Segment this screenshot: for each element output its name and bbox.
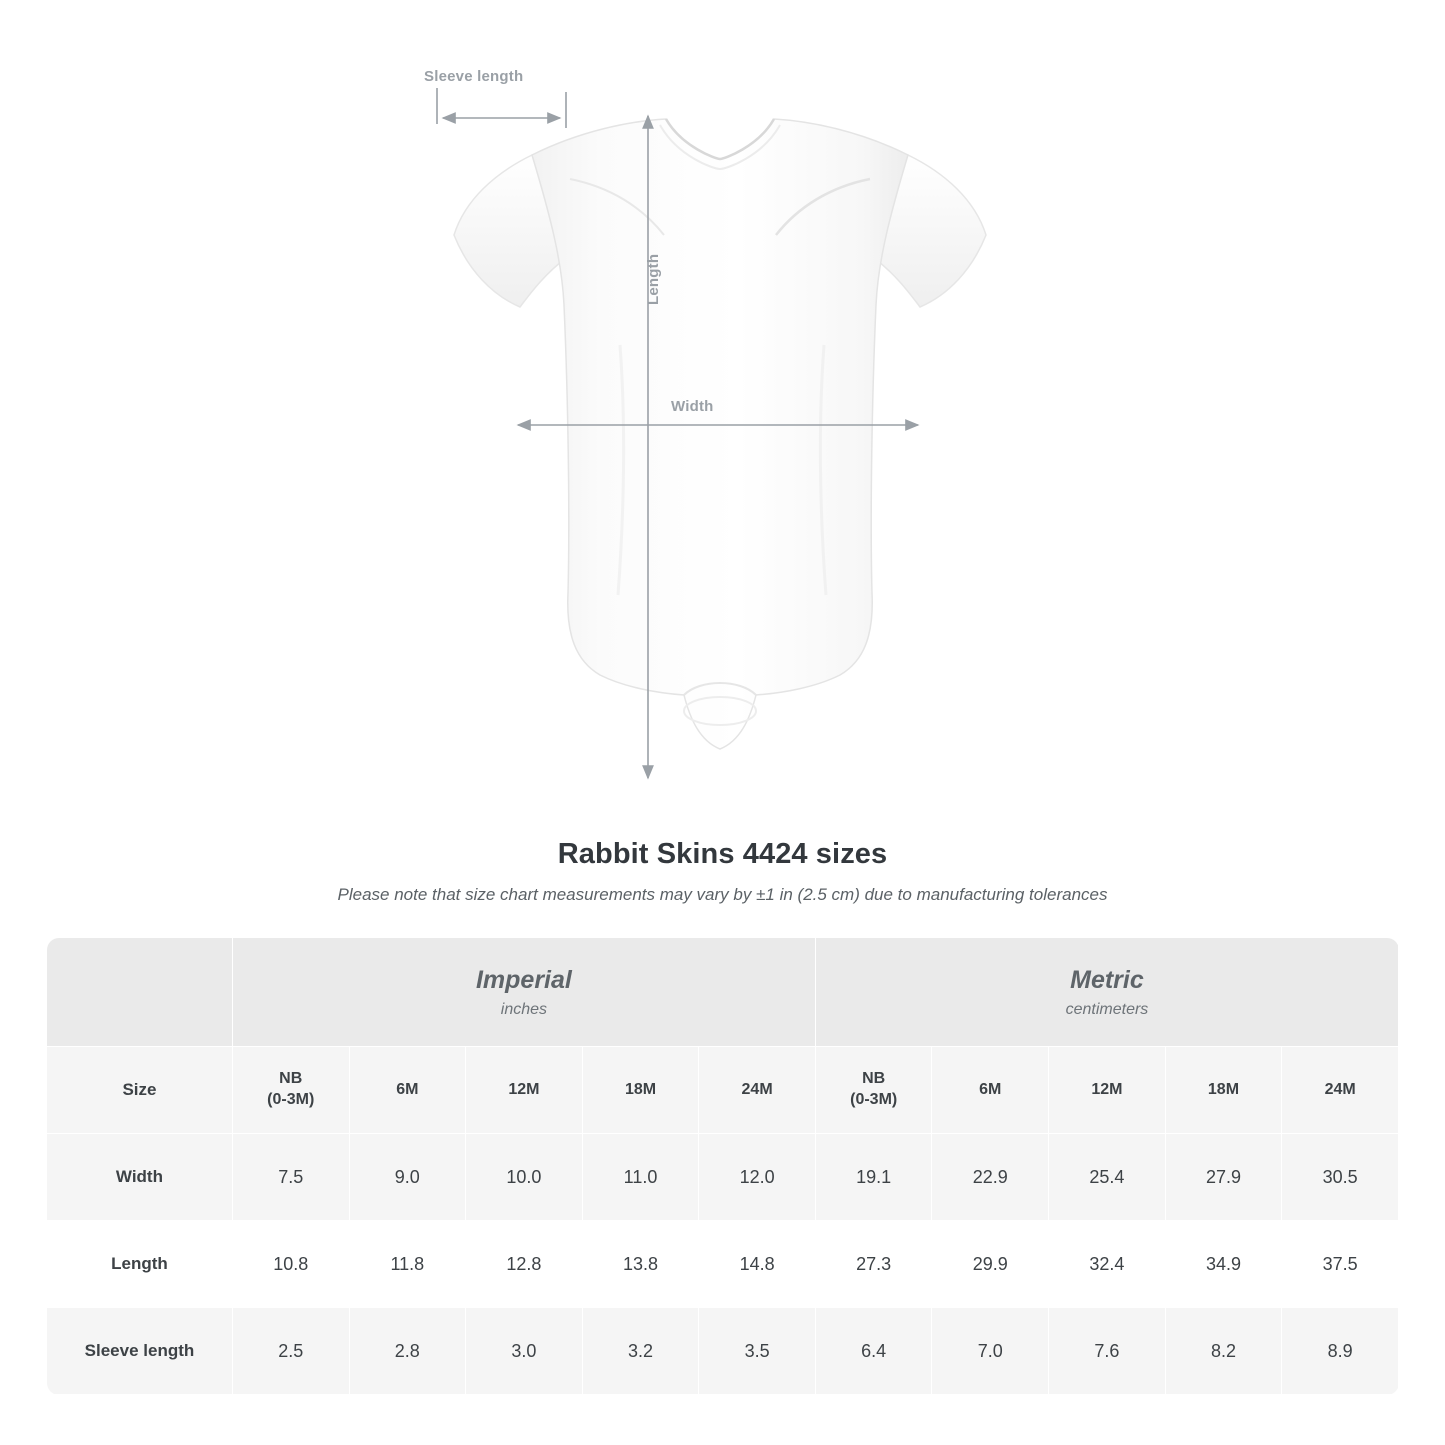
length-annotation: Length — [645, 253, 662, 305]
row-label-sleeve-length: Sleeve length — [47, 1308, 233, 1395]
unit-group-imperial — [232, 938, 815, 1047]
cell-width-metric-12m: 25.4 — [1049, 1134, 1166, 1221]
column-header-imperial-24m: 24M — [699, 1047, 816, 1134]
unit-group-metric — [815, 938, 1398, 1047]
column-header-imperial-12m: 12M — [466, 1047, 583, 1134]
column-header-metric-12m: 12M — [1049, 1047, 1166, 1134]
size-table-wrap — [46, 937, 1399, 1395]
col-line2: (0-3M) — [267, 1091, 315, 1108]
cell-length-imperial-nb: 10.8 — [232, 1221, 349, 1308]
title-block — [0, 838, 1445, 905]
tolerance-note: Please note that size chart measurements may vary by ±1 in (2.5 cm) due to manufacturing tolerances — [337, 885, 1108, 904]
cell-length-metric-6m: 29.9 — [932, 1221, 1049, 1308]
table-row — [47, 1221, 1399, 1308]
cell-width-metric-18m: 27.9 — [1165, 1134, 1282, 1221]
col-line1: NB — [862, 1070, 886, 1088]
cell-width-metric-6m: 22.9 — [932, 1134, 1049, 1221]
cell-sleeve-metric-nb: 6.4 — [815, 1308, 932, 1395]
size-table — [46, 937, 1399, 1395]
cell-length-metric-nb: 27.3 — [815, 1221, 932, 1308]
cell-sleeve-metric-18m: 8.2 — [1165, 1308, 1282, 1395]
column-header-row — [47, 1047, 1399, 1134]
cell-length-imperial-24m: 14.8 — [699, 1221, 816, 1308]
cell-width-imperial-24m: 12.0 — [699, 1134, 816, 1221]
unit-sub-imperial: inches — [500, 1001, 548, 1018]
column-header-metric-nb — [815, 1047, 932, 1134]
column-header-metric-24m: 24M — [1282, 1047, 1399, 1134]
row-label-width: Width — [47, 1134, 233, 1221]
cell-width-metric-24m: 30.5 — [1282, 1134, 1399, 1221]
cell-width-metric-nb: 19.1 — [815, 1134, 932, 1221]
cell-width-imperial-6m: 9.0 — [349, 1134, 466, 1221]
column-header-imperial-nb — [232, 1047, 349, 1134]
col-line2: (0-3M) — [850, 1091, 898, 1108]
cell-length-imperial-6m: 11.8 — [349, 1221, 466, 1308]
cell-sleeve-imperial-12m: 3.0 — [466, 1308, 583, 1395]
bodysuit-image — [420, 95, 1020, 785]
cell-length-metric-12m: 32.4 — [1049, 1221, 1166, 1308]
unit-header-spacer — [47, 938, 233, 1047]
cell-length-imperial-12m: 12.8 — [466, 1221, 583, 1308]
cell-width-imperial-12m: 10.0 — [466, 1134, 583, 1221]
cell-width-imperial-18m: 11.0 — [582, 1134, 699, 1221]
column-header-metric-6m: 6M — [932, 1047, 1049, 1134]
cell-sleeve-metric-12m: 7.6 — [1049, 1308, 1166, 1395]
column-header-size: Size — [47, 1047, 233, 1134]
cell-sleeve-metric-6m: 7.0 — [932, 1308, 1049, 1395]
cell-sleeve-metric-24m: 8.9 — [1282, 1308, 1399, 1395]
cell-length-metric-18m: 34.9 — [1165, 1221, 1282, 1308]
cell-sleeve-imperial-6m: 2.8 — [349, 1308, 466, 1395]
col-line1: NB — [279, 1070, 303, 1088]
row-label-length: Length — [47, 1221, 233, 1308]
cell-length-metric-24m: 37.5 — [1282, 1221, 1399, 1308]
table-row — [47, 1134, 1399, 1221]
cell-length-imperial-18m: 13.8 — [582, 1221, 699, 1308]
sleeve-length-annotation: Sleeve length — [424, 68, 524, 85]
cell-sleeve-imperial-18m: 3.2 — [582, 1308, 699, 1395]
cell-sleeve-imperial-nb: 2.5 — [232, 1308, 349, 1395]
column-header-imperial-6m: 6M — [349, 1047, 466, 1134]
column-header-metric-18m: 18M — [1165, 1047, 1282, 1134]
page-title: Rabbit Skins 4424 sizes — [557, 838, 888, 870]
width-annotation: Width — [671, 398, 714, 415]
column-header-imperial-18m: 18M — [582, 1047, 699, 1134]
cell-sleeve-imperial-24m: 3.5 — [699, 1308, 816, 1395]
cell-width-imperial-nb: 7.5 — [232, 1134, 349, 1221]
bodysuit-icon — [420, 95, 1020, 785]
unit-name-metric: Metric — [1070, 966, 1144, 994]
unit-name-imperial: Imperial — [475, 966, 572, 994]
unit-header-row — [47, 938, 1399, 1047]
table-row — [47, 1308, 1399, 1395]
unit-sub-metric: centimeters — [1065, 1001, 1149, 1018]
